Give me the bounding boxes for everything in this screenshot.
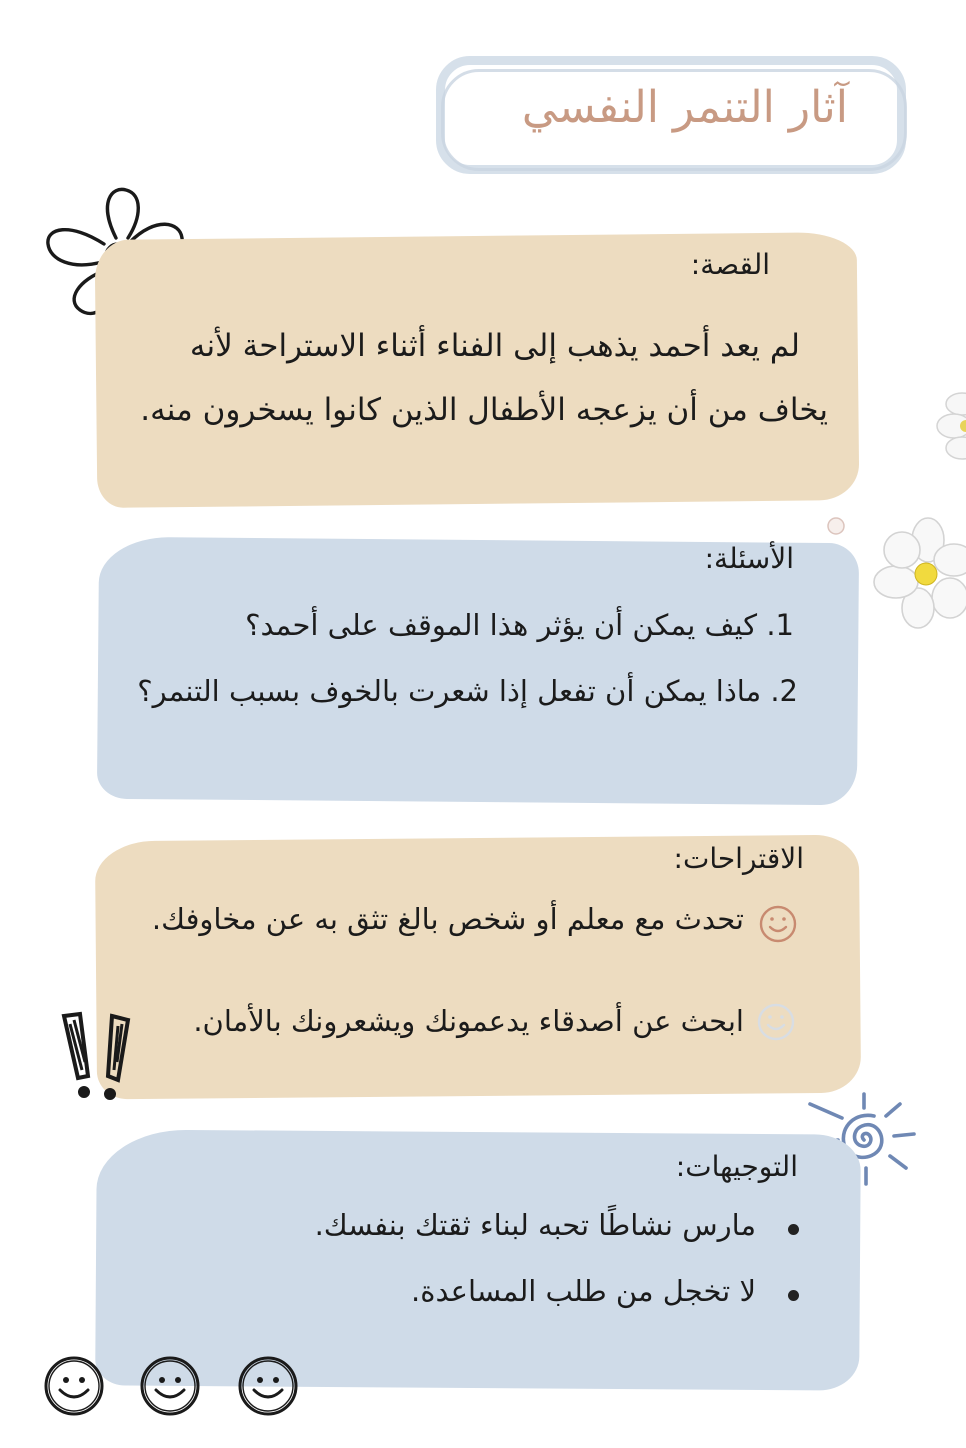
questions-card — [97, 537, 859, 806]
questions-heading: الأسئلة: — [704, 542, 794, 575]
question-item-2: 2. ماذا يمكن أن تفعل إذا شعرت بالخوف بسبب التنمر؟ — [137, 674, 798, 708]
smiley-icon — [756, 1002, 796, 1042]
small-circle-icon — [824, 514, 848, 538]
suggestion-item-1: تحدث مع معلم أو شخص بالغ تثق به عن مخاوفك. — [151, 902, 744, 936]
smiley-icon — [138, 1354, 202, 1418]
guidelines-heading: التوجيهات: — [675, 1150, 798, 1183]
daisy-icon — [934, 388, 966, 462]
smiley-icon — [42, 1354, 106, 1418]
guideline-item-1: مارس نشاطًا تحبه لبناء ثقتك بنفسك. — [314, 1208, 756, 1242]
smiley-icon — [236, 1354, 300, 1418]
story-line-1: لم يعد أحمد يذهب إلى الفناء أثناء الاستراحة لأنه — [189, 328, 800, 364]
bullet — [788, 1224, 799, 1235]
daisy-icon — [870, 512, 966, 636]
question-item-1: 1. كيف يمكن أن يؤثر هذا الموقف على أحمد؟ — [245, 608, 794, 642]
page-title: آثار التنمر النفسي — [521, 82, 848, 133]
suggestions-heading: الاقتراحات: — [673, 842, 804, 875]
bullet — [788, 1290, 799, 1301]
smiley-icon — [758, 904, 798, 944]
exclamation-icon — [58, 1010, 138, 1102]
story-heading: القصة: — [690, 248, 770, 281]
guideline-item-2: لا تخجل من طلب المساعدة. — [411, 1274, 756, 1308]
story-line-2: يخاف من أن يزعجه الأطفال الذين كانوا يسخرون منه. — [140, 392, 828, 428]
suggestion-item-2: ابحث عن أصدقاء يدعمونك ويشعرونك بالأمان. — [193, 1004, 744, 1038]
